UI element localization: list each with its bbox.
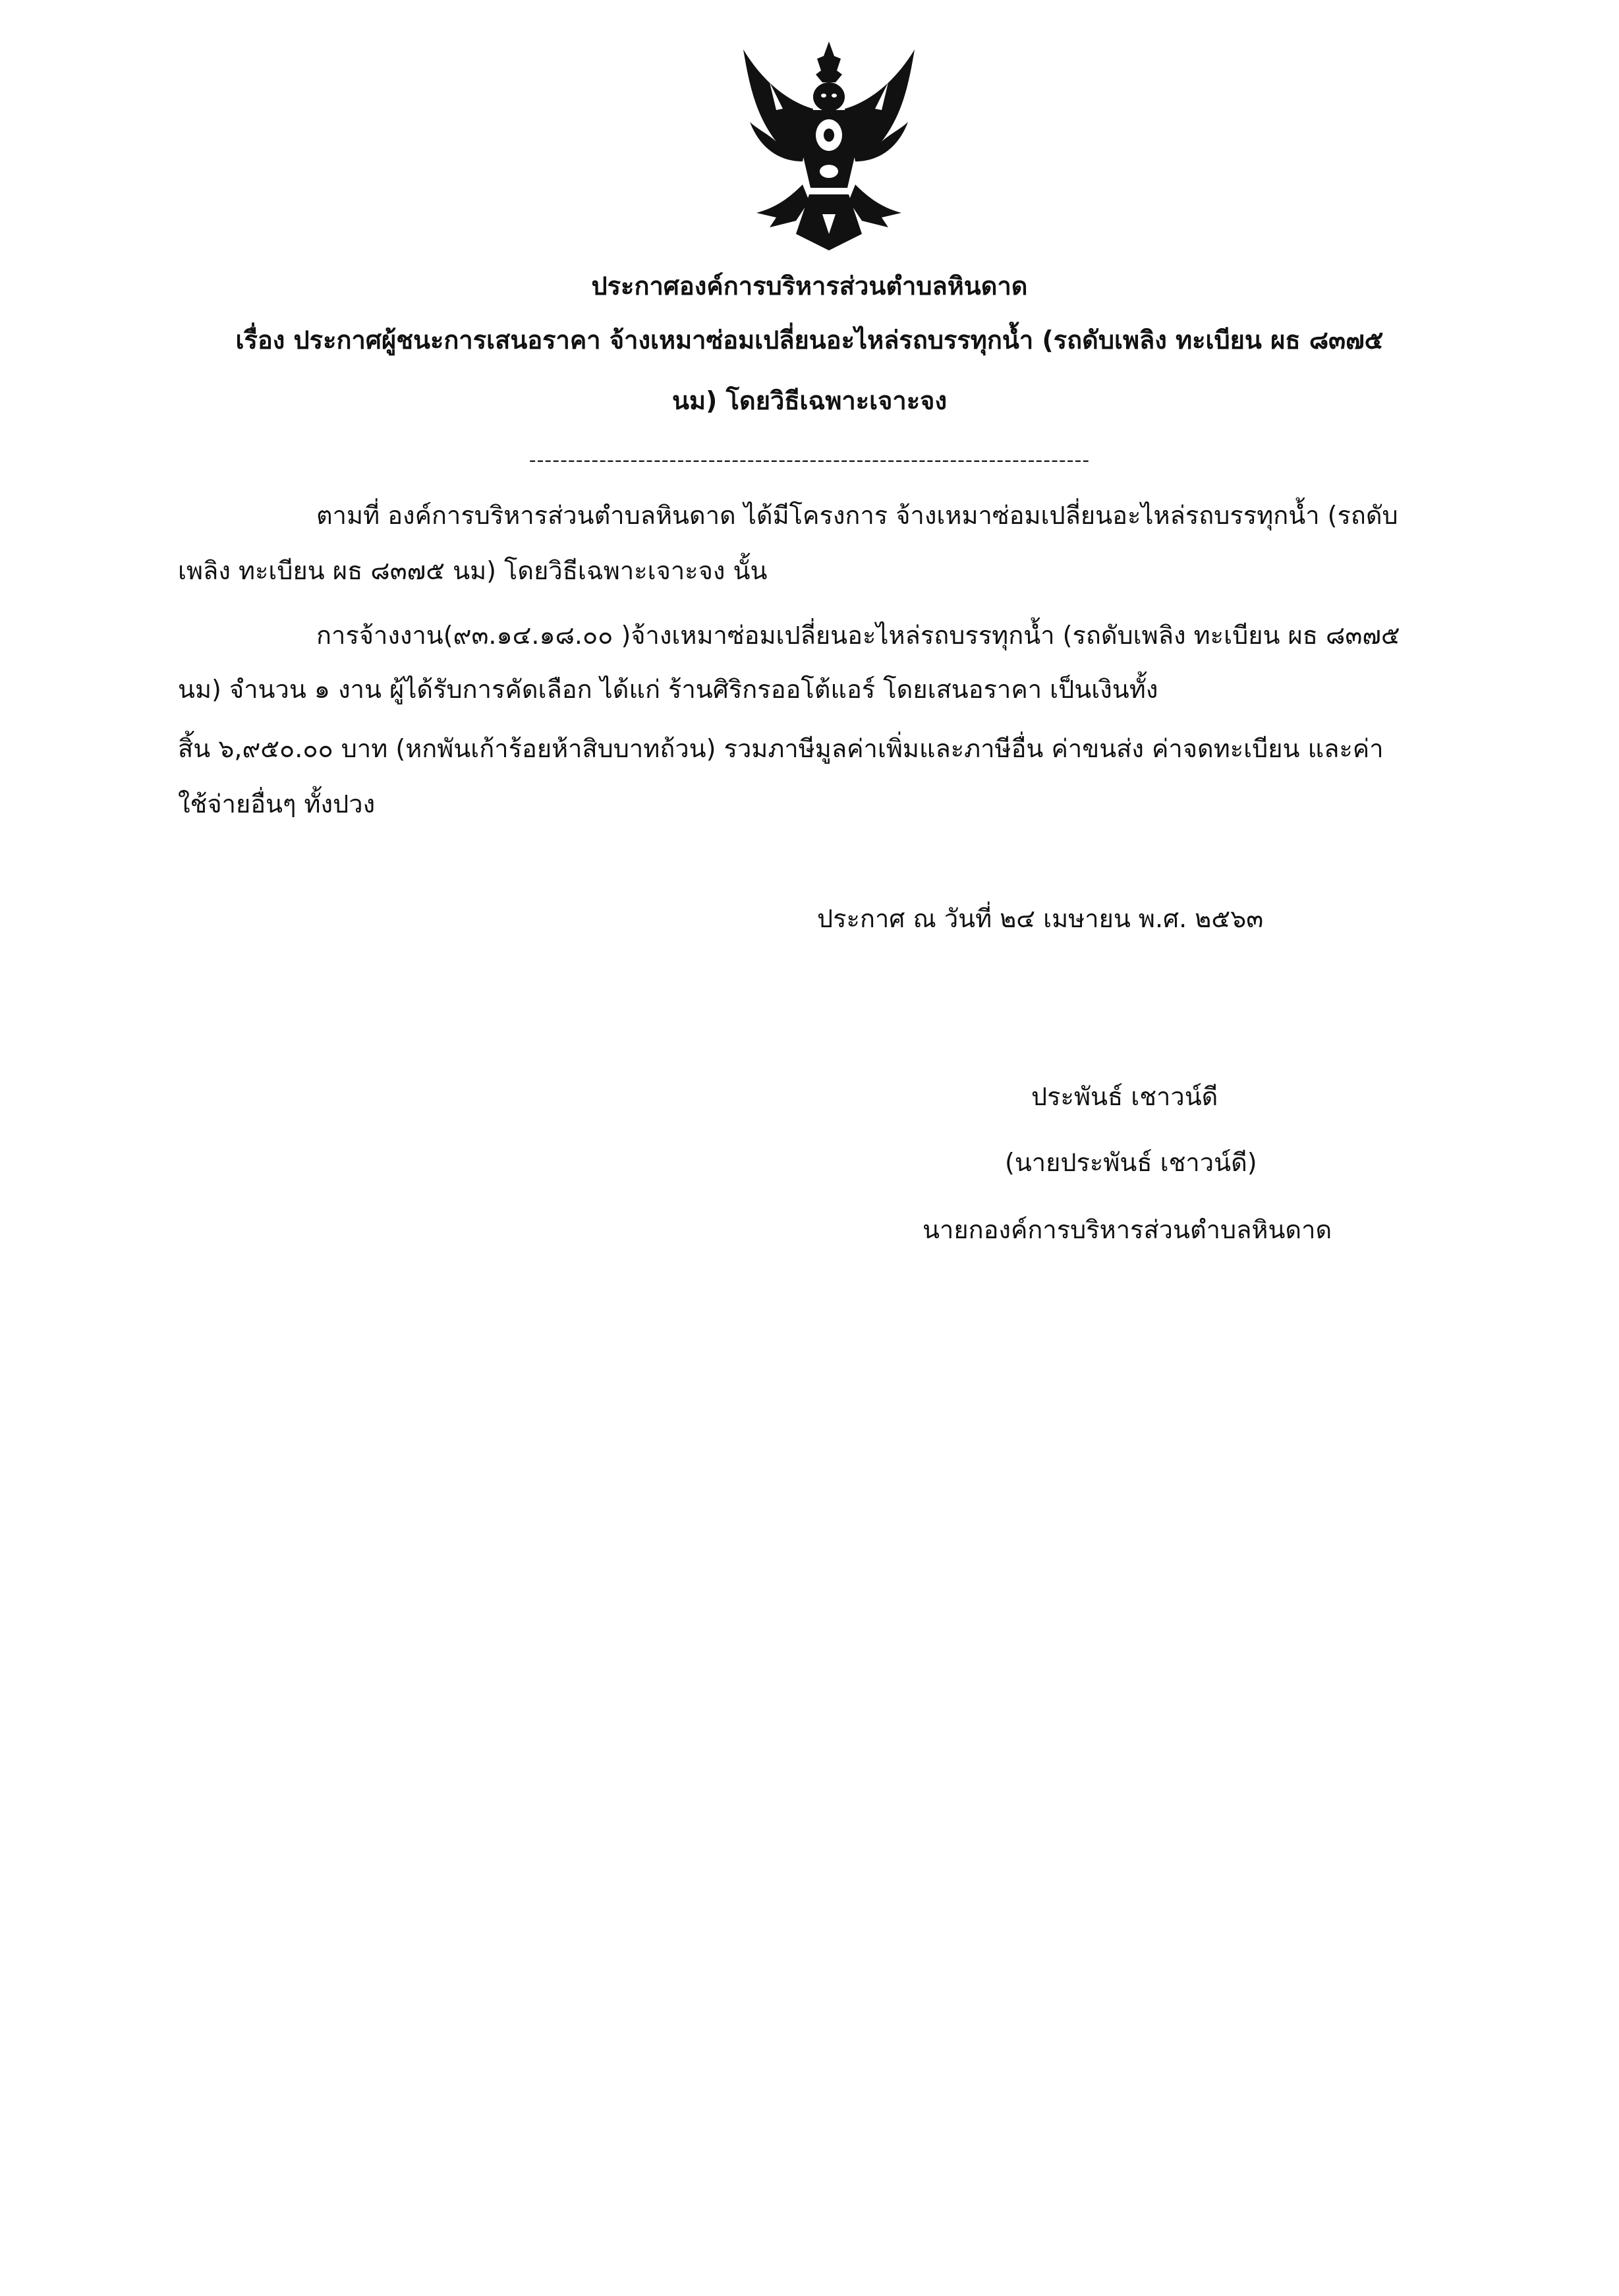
signer-name: (นายประพันธ์ เชาวน์ดี): [1005, 1148, 1257, 1177]
signer-title: นายกองค์การบริหารส่วนตำบลหินดาด: [923, 1215, 1332, 1244]
signature: ประพันธ์ เชาวน์ดี: [1031, 1082, 1218, 1111]
paragraph-1-line-2: เพลิง ทะเบียน ผธ ๘๓๗๕ นม) โดยวิธีเฉพาะเจาะจง นั้น: [178, 556, 768, 585]
paragraph-2-line-3: สิ้น ๖,๙๕๐.๐๐ บาท (หกพันเก้าร้อยห้าสิบบาทถ้วน) รวมภาษีมูลค่าเพิ่มและภาษีอื่น ค่าขนส่ง ค่าจดทะเบียน และค่า: [178, 734, 1384, 763]
organization-heading: ประกาศองค์การบริหารส่วนตำบลหินดาด: [591, 272, 1028, 301]
paragraph-2-line-2: นม) จำนวน ๑ งาน ผู้ได้รับการคัดเลือก ได้แก่ ร้านศิริกรออโต้แอร์ โดยเสนอราคา เป็นเงินทั้ง: [178, 675, 1158, 704]
garuda-emblem-icon: [730, 36, 928, 254]
paragraph-1-line-1: ตามที่ องค์การบริหารส่วนตำบลหินดาด ได้มีโครงการ จ้างเหมาซ่อมเปลี่ยนอะไหล่รถบรรทุกน้ำ (รถดับ: [316, 501, 1398, 530]
subject-line-1: เรื่อง ประกาศผู้ชนะการเสนอราคา จ้างเหมาซ่อมเปลี่ยนอะไหล่รถบรรทุกน้ำ (รถดับเพลิง ทะเบียน ผธ ๘๓๗๕: [235, 326, 1384, 355]
announcement-date: ประกาศ ณ วันที่ ๒๔ เมษายน พ.ศ. ๒๕๖๓: [817, 904, 1264, 933]
paragraph-2-line-4: ใช้จ่ายอื่นๆ ทั้งปวง: [178, 789, 376, 818]
subject-line-2: นม) โดยวิธีเฉพาะเจาะจง: [672, 386, 947, 415]
separator-line: ------------------------------------------------------------------------: [528, 449, 1091, 472]
paragraph-2-line-1: การจ้างงาน(๙๓.๑๔.๑๘.๐๐ )จ้างเหมาซ่อมเปลี่ยนอะไหล่รถบรรทุกน้ำ (รถดับเพลิง ทะเบียน ผธ ๘๓๗๕: [316, 621, 1400, 650]
